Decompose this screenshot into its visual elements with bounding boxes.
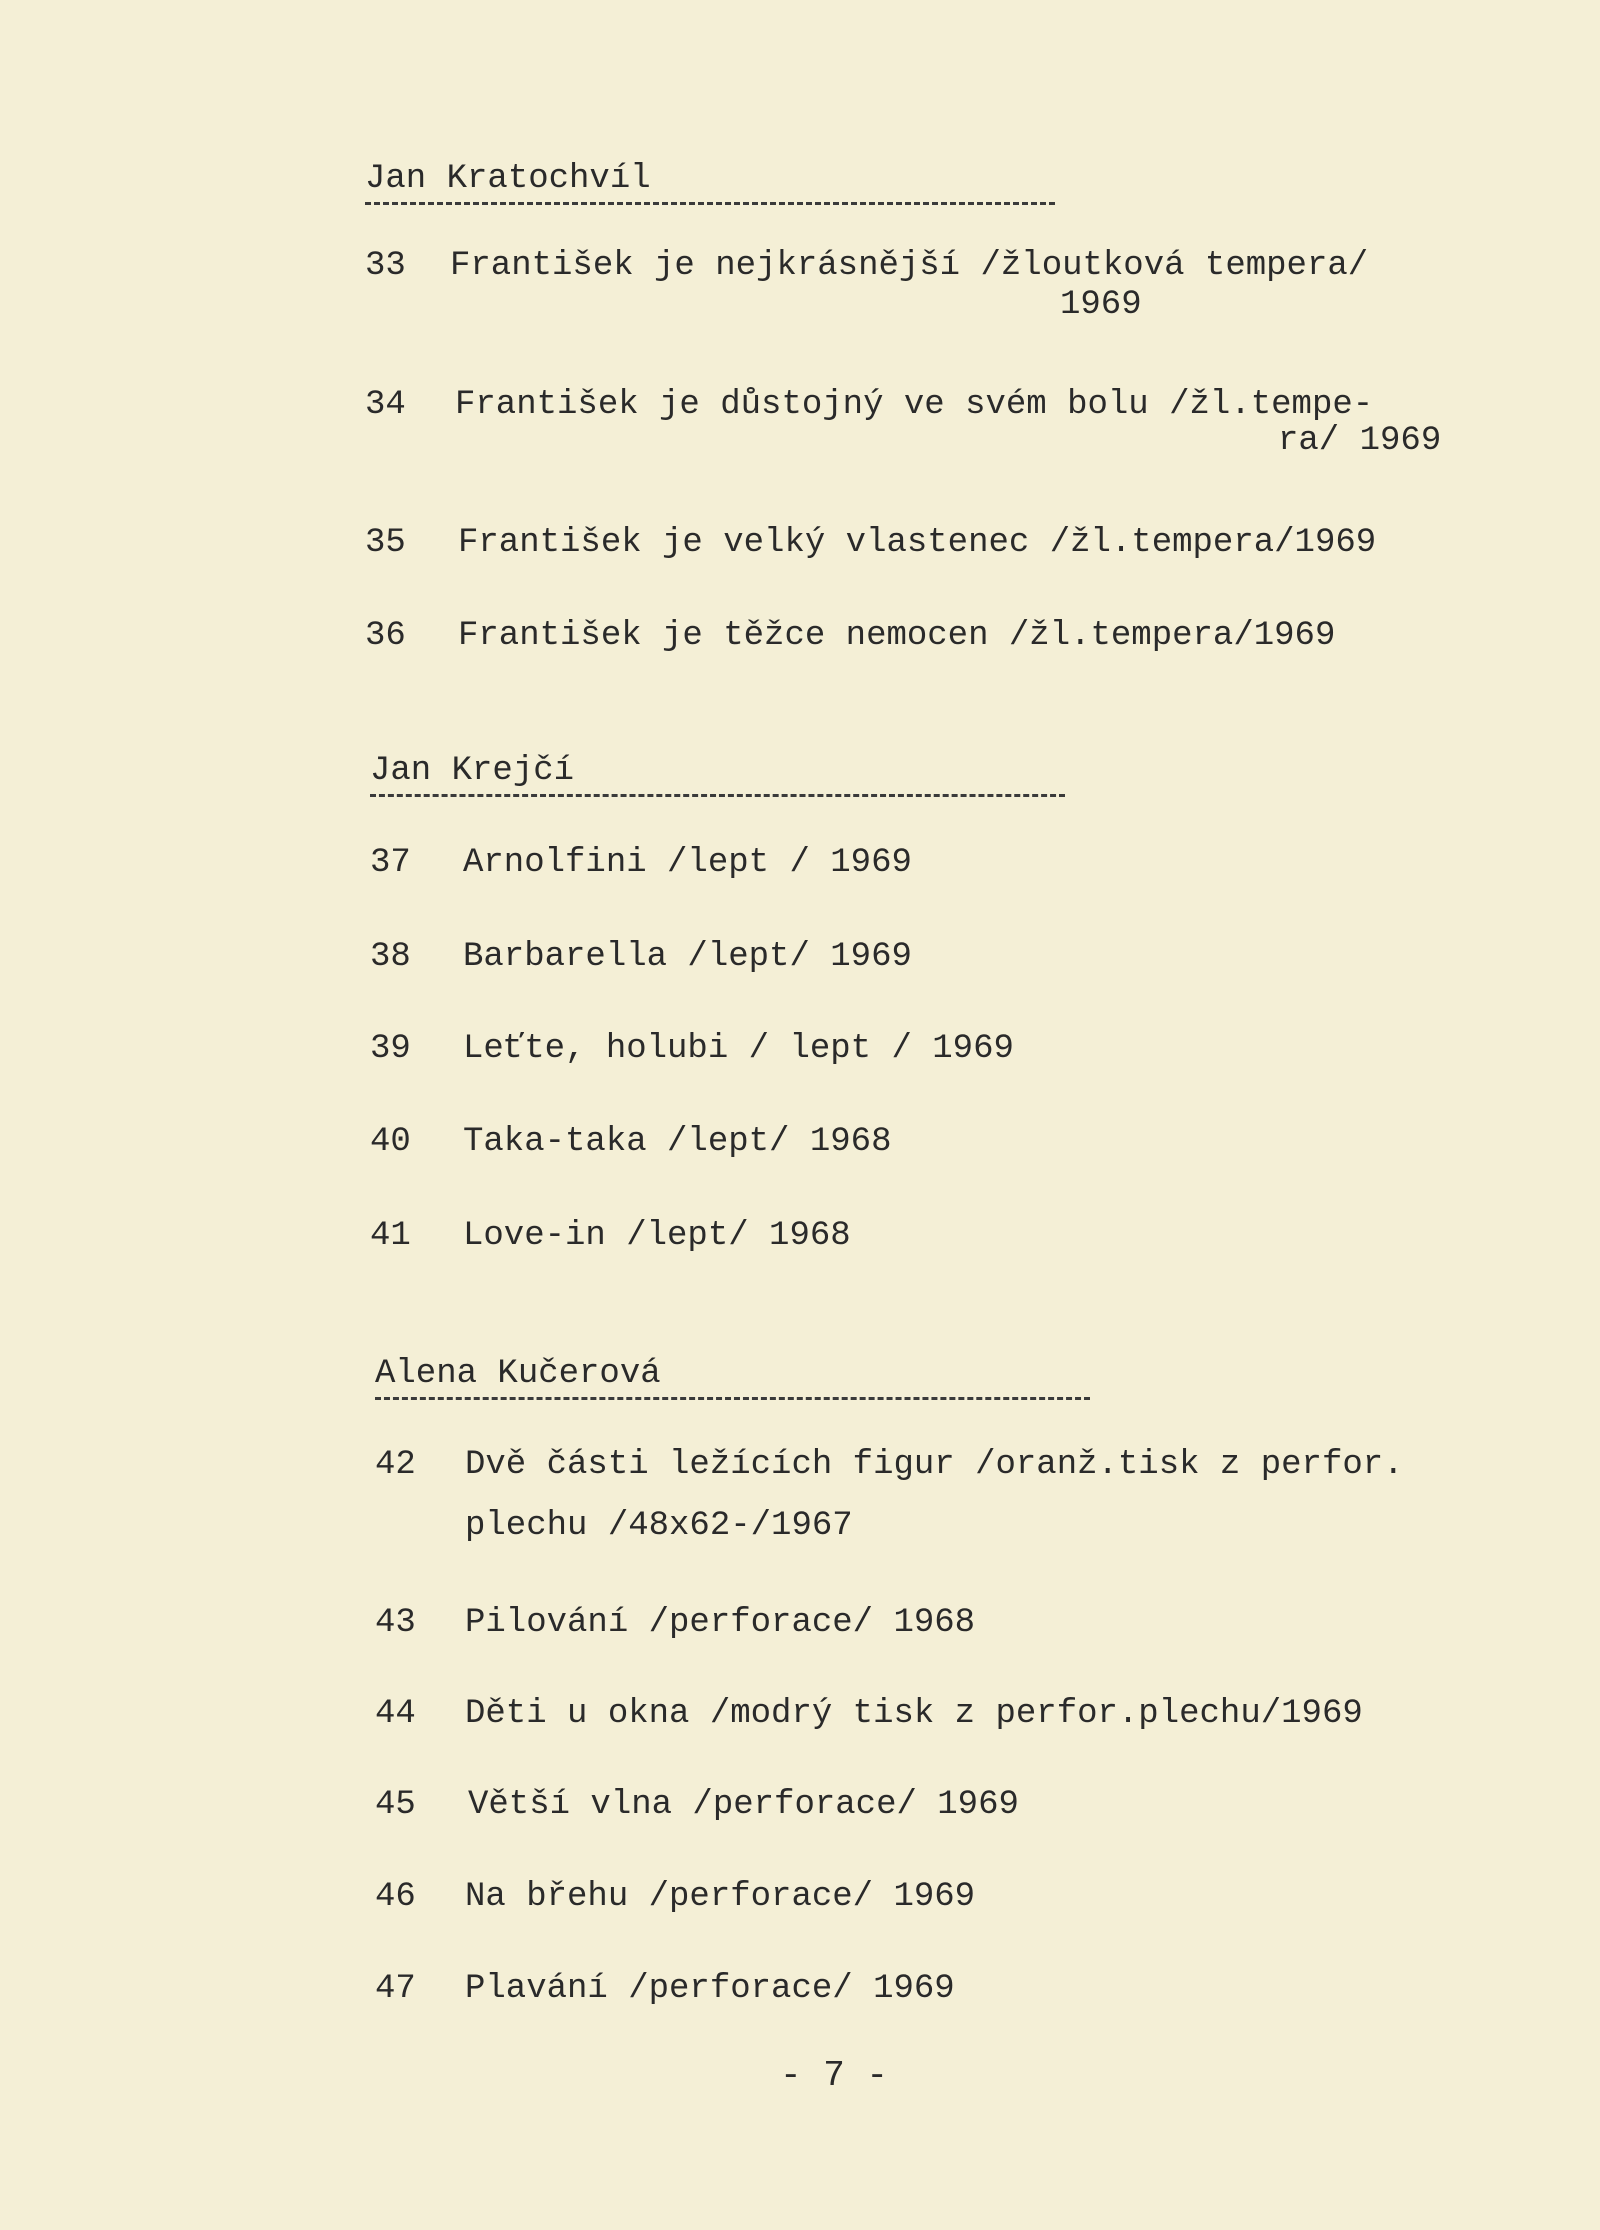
list-item [370, 1203, 1470, 1467]
item-number: 47 [375, 1970, 416, 2008]
item-title: Pilování /perforace/ 1968 [465, 1604, 976, 1642]
artist-heading: Alena Kučerová [375, 1355, 1090, 1400]
list-item [365, 603, 1495, 867]
item-continuation: 1969 [1060, 286, 1142, 324]
item-title: Dvě části ležících figur /oranž.tisk z perfor. [465, 1446, 1404, 1484]
item-number: 37 [370, 844, 411, 882]
item-title: Love-in /lept/ 1968 [463, 1217, 851, 1255]
item-number: 39 [370, 1030, 411, 1068]
item-number: 36 [365, 617, 406, 655]
item-number: 41 [370, 1217, 411, 1255]
item-title: František je těžce nemocen /žl.tempera/1969 [458, 617, 1336, 655]
page-number: - 7 - [780, 2055, 889, 2096]
item-title: František je nejkrásnější /žloutková tempera/ [450, 247, 1369, 285]
item-number: 44 [375, 1695, 416, 1733]
item-number: 42 [375, 1446, 416, 1484]
item-number: 35 [365, 524, 406, 562]
item-number: 45 [375, 1786, 416, 1824]
item-number: 34 [365, 386, 406, 424]
list-item [375, 1956, 1575, 2220]
item-title: Větší vlna /perforace/ 1969 [468, 1786, 1019, 1824]
item-continuation: ra/ 1969 [1278, 422, 1442, 460]
item-title: Leťte, holubi / lept / 1969 [463, 1030, 1014, 1068]
item-number: 40 [370, 1123, 411, 1161]
artist-heading: Jan Kratochvíl [365, 160, 1055, 205]
item-title: Na břehu /perforace/ 1969 [465, 1878, 976, 1916]
item-title: Plavání /perforace/ 1969 [465, 1970, 955, 2008]
item-title: Taka-taka /lept/ 1968 [463, 1123, 892, 1161]
item-title: Děti u okna /modrý tisk z perfor.plechu/1969 [465, 1695, 1363, 1733]
item-number: 38 [370, 938, 411, 976]
item-title: František je důstojný ve svém bolu /žl.tempe- [455, 386, 1374, 424]
item-number: 43 [375, 1604, 416, 1642]
item-number: 33 [365, 247, 406, 285]
item-title: František je velký vlastenec /žl.tempera/1969 [458, 524, 1377, 562]
item-title: Barbarella /lept/ 1969 [463, 938, 912, 976]
artist-heading: Jan Krejčí [370, 752, 1065, 797]
item-title: Arnolfini /lept / 1969 [463, 844, 912, 882]
item-continuation: plechu /48x62-/1967 [465, 1507, 853, 1545]
item-number: 46 [375, 1878, 416, 1916]
